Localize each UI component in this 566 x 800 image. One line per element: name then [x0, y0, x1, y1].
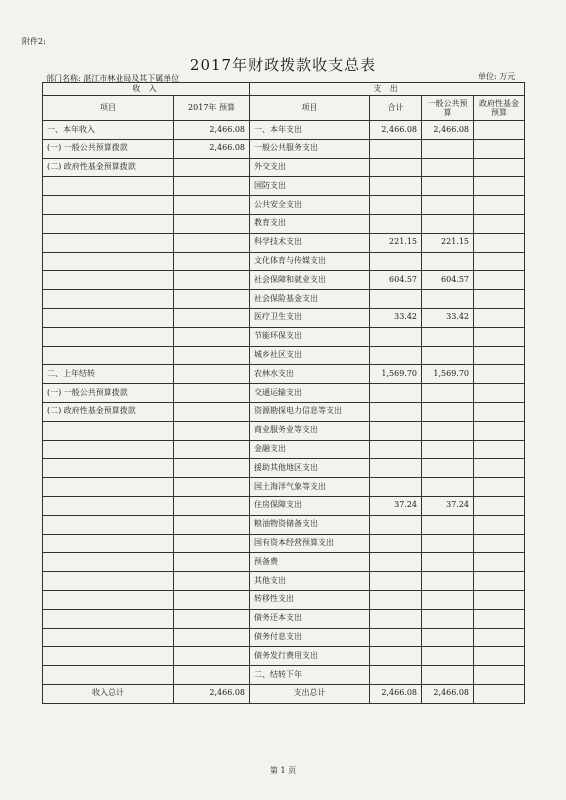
expense-item: 公共安全支出: [250, 196, 370, 215]
expense-item: 其他支出: [250, 572, 370, 591]
income-item: 一、本年收入: [43, 121, 174, 140]
income-value: [174, 553, 250, 572]
table-row: [43, 290, 525, 309]
income-item: [43, 609, 174, 628]
expense-fund: [474, 365, 525, 384]
income-value: [174, 628, 250, 647]
income-value: [174, 233, 250, 252]
expense-fund: [474, 290, 525, 309]
income-item: (一) 一般公共预算拨款: [43, 384, 174, 403]
expense-item: 粮油物资储备支出: [250, 515, 370, 534]
expense-general: [422, 459, 474, 478]
col-income-budget: 2017年 预算: [174, 96, 250, 121]
expense-item: 债务发行费用支出: [250, 647, 370, 666]
expense-fund: [474, 308, 525, 327]
expense-general: 2,466.08: [422, 121, 474, 140]
table-row: [43, 515, 525, 534]
expense-item: 文化体育与传媒支出: [250, 252, 370, 271]
expense-item: 债务还本支出: [250, 609, 370, 628]
expense-fund: [474, 421, 525, 440]
expense-total: [370, 290, 422, 309]
expense-item: 金融支出: [250, 440, 370, 459]
table-row: [43, 233, 525, 252]
expense-fund: [474, 121, 525, 140]
expense-item: 一、本年支出: [250, 121, 370, 140]
expense-total: [370, 440, 422, 459]
expense-total: 33.42: [370, 308, 422, 327]
expense-total: [370, 647, 422, 666]
expense-fund: [474, 666, 525, 685]
expense-total: [370, 346, 422, 365]
expense-total: 1,569.70: [370, 365, 422, 384]
expense-item: 国防支出: [250, 177, 370, 196]
income-value: [174, 572, 250, 591]
income-item: [43, 515, 174, 534]
expense-general: 221.15: [422, 233, 474, 252]
expense-general: [422, 628, 474, 647]
expense-general: 1,569.70: [422, 365, 474, 384]
income-value: [174, 478, 250, 497]
income-item: [43, 553, 174, 572]
expense-total: 2,466.08: [370, 121, 422, 140]
table-row: [43, 459, 525, 478]
expense-fund: [474, 647, 525, 666]
expense-general: [422, 609, 474, 628]
income-total-label: 收入总计: [43, 684, 174, 703]
table-row: [43, 308, 525, 327]
income-item: [43, 628, 174, 647]
income-section-header: 收 入: [43, 83, 250, 96]
income-value: [174, 290, 250, 309]
income-value: [174, 590, 250, 609]
expense-item: 国土海洋气象等支出: [250, 478, 370, 497]
table-row: [43, 365, 525, 384]
attachment-label: 附件2:: [22, 37, 46, 46]
expense-general: [422, 534, 474, 553]
totals-row: [43, 684, 525, 703]
income-value: [174, 252, 250, 271]
income-item: [43, 647, 174, 666]
page-title: 2017年财政拨款收支总表: [189, 56, 377, 74]
income-value: [174, 346, 250, 365]
income-value: [174, 196, 250, 215]
expense-item: 国有资本经营预算支出: [250, 534, 370, 553]
table-row: [43, 346, 525, 365]
expense-fund: [474, 496, 525, 515]
expense-fund: [474, 515, 525, 534]
col-general-budget: 一般公共预算: [422, 96, 474, 121]
expense-fund: [474, 214, 525, 233]
expense-general: [422, 196, 474, 215]
expense-fund: [474, 402, 525, 421]
header-row-sections: [43, 83, 525, 96]
income-item: (一) 一般公共预算拨款: [43, 139, 174, 158]
income-item: (二) 政府性基金预算拨款: [43, 158, 174, 177]
table-row: [43, 496, 525, 515]
expense-item: 教育支出: [250, 214, 370, 233]
expense-item: 一般公共服务支出: [250, 139, 370, 158]
income-total-value: 2,466.08: [174, 684, 250, 703]
income-value: [174, 515, 250, 534]
income-value: 2,466.08: [174, 121, 250, 140]
table-row: [43, 214, 525, 233]
income-item: (二) 政府性基金预算拨款: [43, 402, 174, 421]
expense-total: [370, 139, 422, 158]
expense-total: 221.15: [370, 233, 422, 252]
expense-item: 二、结转下年: [250, 666, 370, 685]
income-value: [174, 214, 250, 233]
expense-general: 37.24: [422, 496, 474, 515]
income-item: [43, 346, 174, 365]
expense-item: 交通运输支出: [250, 384, 370, 403]
expense-section-header: 支 出: [250, 83, 525, 96]
expense-total: [370, 158, 422, 177]
expense-item: 债务付息支出: [250, 628, 370, 647]
page-number: 第 1 页: [269, 766, 297, 775]
header-row-columns: [43, 96, 525, 121]
expense-fund: [474, 384, 525, 403]
expense-general: [422, 553, 474, 572]
expense-item: 转移性支出: [250, 590, 370, 609]
expense-general: 33.42: [422, 308, 474, 327]
expense-item: 社会保障和就业支出: [250, 271, 370, 290]
expense-fund: [474, 609, 525, 628]
expense-item: 社会保险基金支出: [250, 290, 370, 309]
expense-general: [422, 590, 474, 609]
expense-total: [370, 534, 422, 553]
expense-total: [370, 590, 422, 609]
expense-fund: [474, 177, 525, 196]
unit-label: 单位: 万元: [478, 72, 516, 81]
table-row: [43, 384, 525, 403]
table-row: [43, 271, 525, 290]
expense-item: 资源勘探电力信息等支出: [250, 402, 370, 421]
income-item: [43, 196, 174, 215]
income-value: [174, 327, 250, 346]
expense-item: 外交支出: [250, 158, 370, 177]
expense-general: 604.57: [422, 271, 474, 290]
expense-total: [370, 214, 422, 233]
expense-general: [422, 214, 474, 233]
income-item: [43, 252, 174, 271]
table-row: [43, 139, 525, 158]
table-row: [43, 609, 525, 628]
income-value: [174, 384, 250, 403]
table-row: [43, 196, 525, 215]
income-item: [43, 271, 174, 290]
income-value: [174, 177, 250, 196]
expense-fund: [474, 233, 525, 252]
table-row: [43, 478, 525, 497]
expense-fund: [474, 346, 525, 365]
expense-item: 援助其他地区支出: [250, 459, 370, 478]
expense-total: [370, 327, 422, 346]
income-item: [43, 177, 174, 196]
income-item: [43, 590, 174, 609]
income-item: [43, 459, 174, 478]
table-row: [43, 647, 525, 666]
expense-general: [422, 515, 474, 534]
expense-fund: [474, 534, 525, 553]
table-row: [43, 666, 525, 685]
expense-general: [422, 384, 474, 403]
table-row: [43, 158, 525, 177]
income-item: [43, 572, 174, 591]
table-row: [43, 553, 525, 572]
expense-grand-total: 2,466.08: [370, 684, 422, 703]
expense-item: 农林水支出: [250, 365, 370, 384]
expense-total: [370, 609, 422, 628]
table-row: [43, 534, 525, 553]
expense-item: 科学技术支出: [250, 233, 370, 252]
expense-fund: [474, 478, 525, 497]
expense-total: [370, 478, 422, 497]
table-row: [43, 421, 525, 440]
col-expense-item: 项目: [250, 96, 370, 121]
income-item: [43, 214, 174, 233]
income-item: [43, 421, 174, 440]
expense-fund: [474, 628, 525, 647]
income-value: [174, 421, 250, 440]
expense-total: [370, 196, 422, 215]
income-value: [174, 666, 250, 685]
budget-summary-table: [42, 82, 525, 704]
expense-general: [422, 139, 474, 158]
income-item: 二、上年结转: [43, 365, 174, 384]
income-item: [43, 440, 174, 459]
income-value: [174, 459, 250, 478]
income-item: [43, 290, 174, 309]
income-item: [43, 534, 174, 553]
expense-fund: [474, 327, 525, 346]
income-value: [174, 534, 250, 553]
table-row: [43, 327, 525, 346]
expense-fund: [474, 459, 525, 478]
income-value: [174, 271, 250, 290]
expense-fund: [474, 196, 525, 215]
expense-fund: [474, 271, 525, 290]
table-row: [43, 177, 525, 196]
expense-general: [422, 421, 474, 440]
income-value: [174, 440, 250, 459]
income-item: [43, 478, 174, 497]
expense-total: [370, 459, 422, 478]
expense-general: [422, 177, 474, 196]
expense-fund: [474, 572, 525, 591]
expense-item: 医疗卫生支出: [250, 308, 370, 327]
expense-total-label: 支出总计: [250, 684, 370, 703]
expense-fund: [474, 553, 525, 572]
department-name: 部门名称: 湛江市林业局及其下属单位: [46, 74, 180, 83]
expense-general: [422, 666, 474, 685]
table-row: [43, 121, 525, 140]
expense-fund: [474, 252, 525, 271]
expense-general: [422, 572, 474, 591]
expense-total: [370, 421, 422, 440]
expense-total: [370, 515, 422, 534]
income-item: [43, 496, 174, 515]
expense-item: 商业服务业等支出: [250, 421, 370, 440]
expense-total: [370, 402, 422, 421]
income-item: [43, 327, 174, 346]
expense-total: [370, 572, 422, 591]
expense-fund: [474, 590, 525, 609]
income-value: [174, 609, 250, 628]
expense-general: [422, 158, 474, 177]
col-fund-budget: 政府性基金预算: [474, 96, 525, 121]
table-row: [43, 572, 525, 591]
expense-general: [422, 327, 474, 346]
income-item: [43, 233, 174, 252]
col-income-item: 项目: [43, 96, 174, 121]
expense-fund: [474, 139, 525, 158]
expense-item: 住房保障支出: [250, 496, 370, 515]
expense-general: [422, 440, 474, 459]
income-item: [43, 666, 174, 685]
expense-total: [370, 553, 422, 572]
table-row: [43, 440, 525, 459]
income-value: [174, 496, 250, 515]
expense-general: [422, 402, 474, 421]
expense-total: [370, 628, 422, 647]
expense-fund: [474, 158, 525, 177]
expense-general: [422, 346, 474, 365]
expense-total: [370, 177, 422, 196]
income-value: [174, 365, 250, 384]
table-row: [43, 252, 525, 271]
income-value: [174, 647, 250, 666]
expense-general: [422, 252, 474, 271]
expense-total: [370, 666, 422, 685]
income-value: 2,466.08: [174, 139, 250, 158]
expense-fund-total: [474, 684, 525, 703]
expense-general: [422, 647, 474, 666]
expense-total: [370, 384, 422, 403]
expense-total: 604.57: [370, 271, 422, 290]
expense-total: 37.24: [370, 496, 422, 515]
expense-general-total: 2,466.08: [422, 684, 474, 703]
expense-item: 预备费: [250, 553, 370, 572]
expense-item: 城乡社区支出: [250, 346, 370, 365]
income-value: [174, 308, 250, 327]
table-row: [43, 628, 525, 647]
income-value: [174, 402, 250, 421]
expense-general: [422, 290, 474, 309]
expense-fund: [474, 440, 525, 459]
col-total: 合计: [370, 96, 422, 121]
expense-item: 节能环保支出: [250, 327, 370, 346]
table-row: [43, 402, 525, 421]
table-row: [43, 590, 525, 609]
expense-total: [370, 252, 422, 271]
income-value: [174, 158, 250, 177]
expense-general: [422, 478, 474, 497]
income-item: [43, 308, 174, 327]
